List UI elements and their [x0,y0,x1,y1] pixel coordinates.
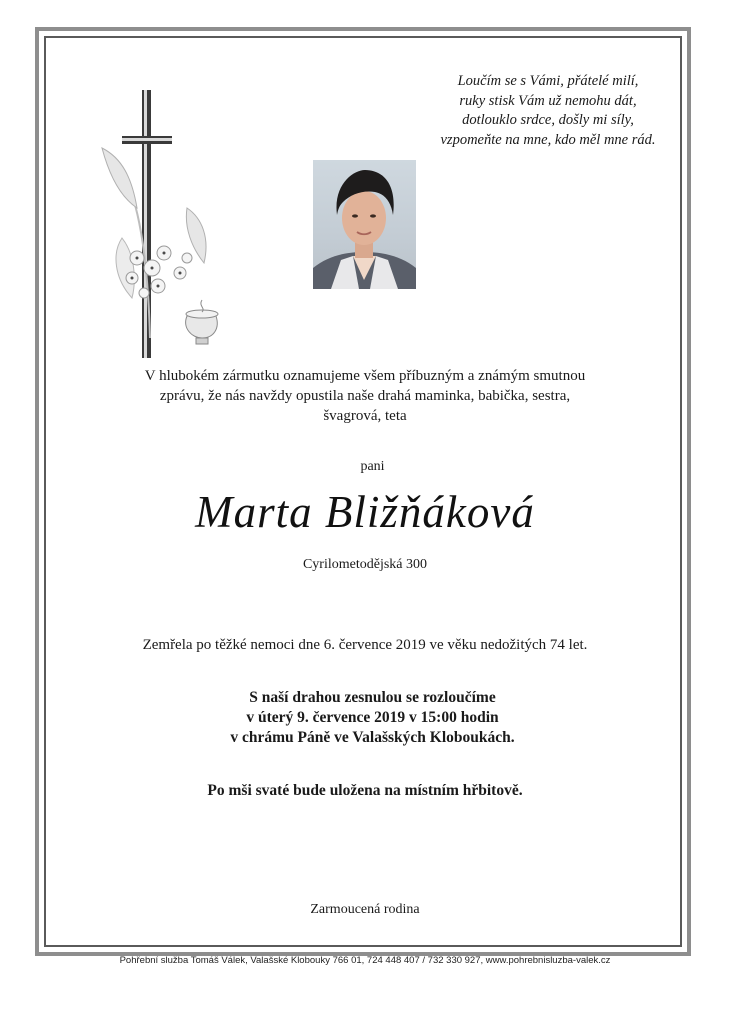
signature: Zarmoucená rodina [310,902,420,917]
portrait-photo [313,160,416,289]
death-notice: Zemřela po těžké nemoci dne 6. července 2019 ve věku nedožitých 74 let. [142,637,588,653]
announcement-line: zprávu, že nás navždy opustila naše drahá maminka, babička, sestra, [159,388,571,404]
funeral-service-footer: Pohřební služba Tomáš Válek, Valašské Klobouky 766 01, 724 448 407 / 732 330 927, www.pohrebnisluzba-valek.cz [119,955,611,966]
deceased-name: Marta Bližňáková [195,487,535,537]
burial-notice: Po mši svaté bude uložena na místním hřbitově. [207,782,523,799]
memorial-poem [400,72,696,150]
address: Cyrilometodějská 300 [302,557,428,572]
announcement-text [120,366,610,426]
title-word: pani [360,459,385,474]
poem-line: ruky stisk Vám už nemohu dát, [459,92,637,109]
funeral-line: v úterý 9. července 2019 v 15:00 hodin [246,709,499,726]
funeral-line: v chrámu Páně ve Valašských Kloboukách. [230,729,515,746]
poem-line: dotlouklo srdce, došly mi síly, [462,112,634,128]
poem-line: vzpomeňte na mne, kdo měl mne rád. [440,131,656,148]
funeral-line: S naší drahou zesnulou se rozloučíme [249,689,496,706]
announcement-line: V hlubokém zármutku oznamujeme všem příbuzným a známým smutnou [144,368,586,384]
cross-with-lilies-icon [92,88,232,363]
poem-line: Loučím se s Vámi, přátelé milí, [457,73,639,89]
funeral-details [0,688,745,748]
announcement-line: švagrová, teta [323,408,407,424]
